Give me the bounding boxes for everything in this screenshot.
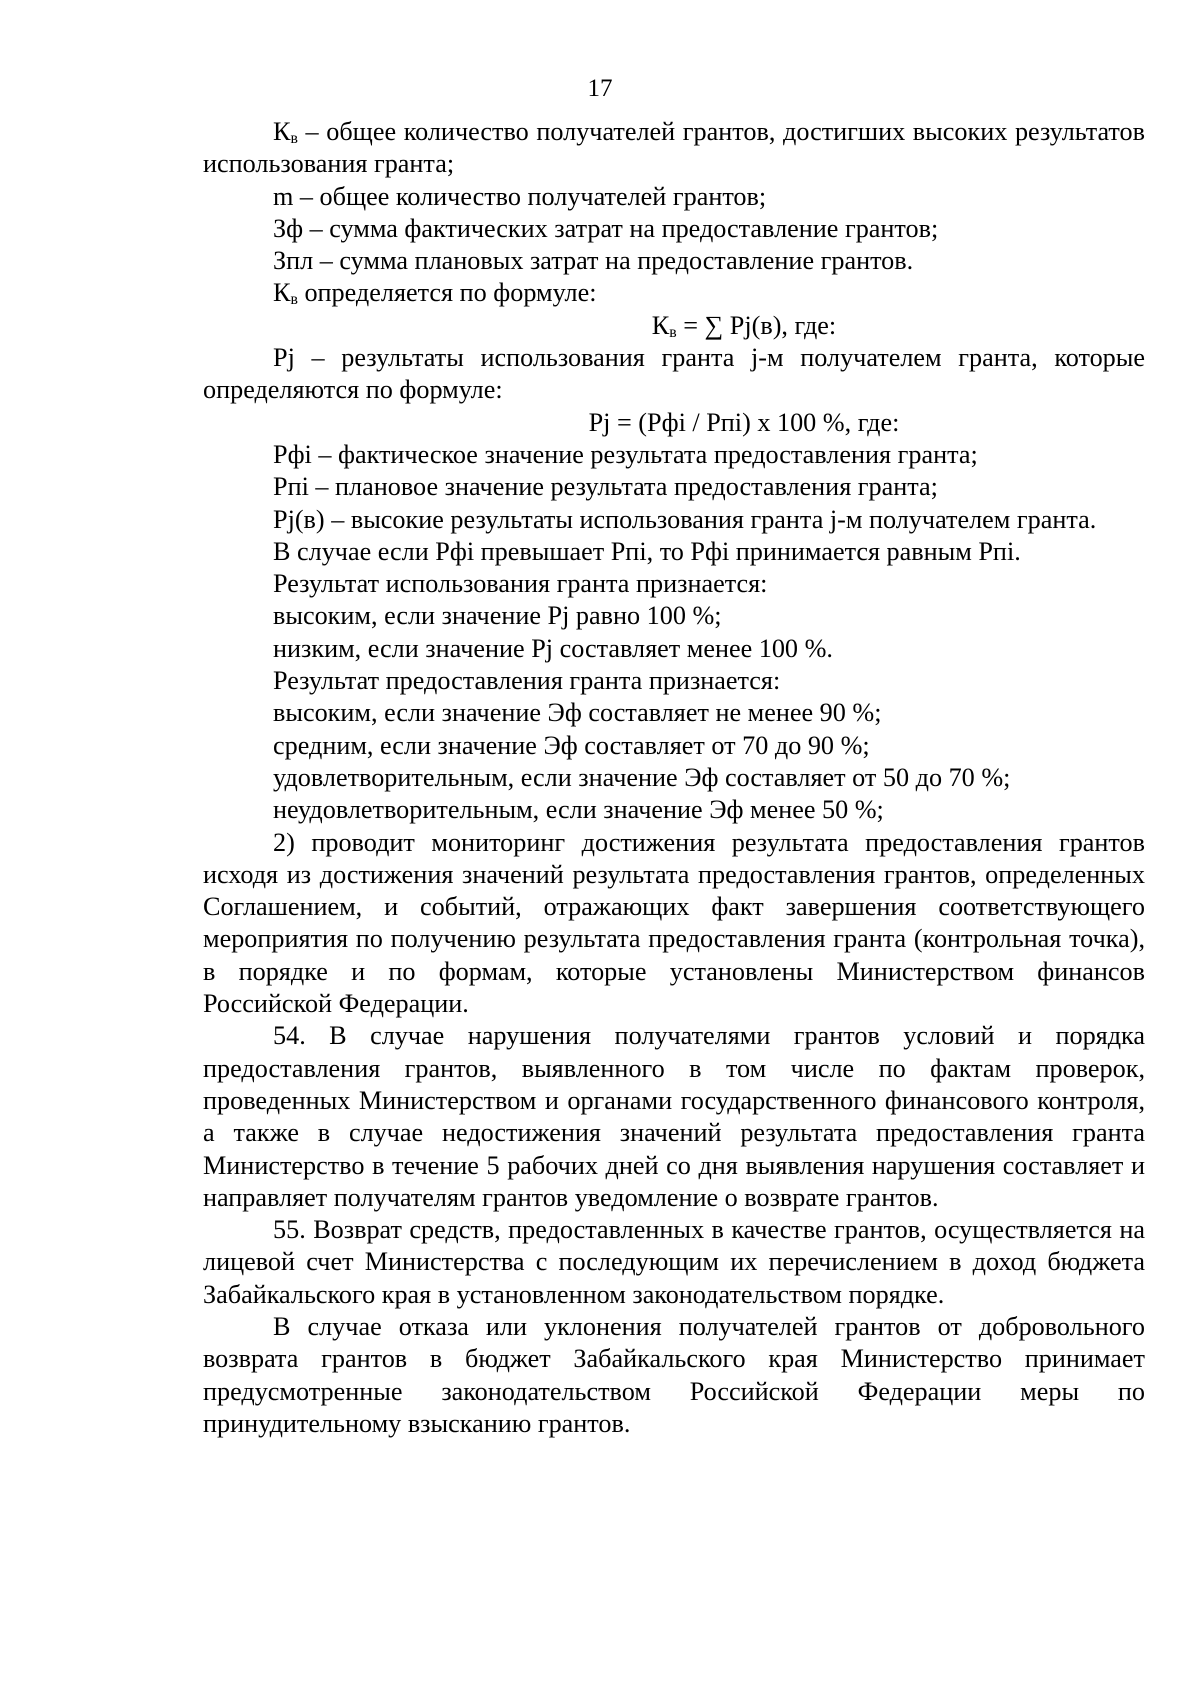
paragraph-rfi-definition: Рфi – фактическое значение результата предоставления гранта; <box>273 439 978 469</box>
paragraph-item-2: 2) проводит мониторинг достижения результата предоставления грантов исходя из достижения значений результата предоставления грантов, определенных Соглашением, и событий, отражающих факт завершения соответствующего мероприятия по получению результата предоставления гранта (контрольная точка), в порядке и по формам, которые установлены Министерством финансов Российской Федерации. <box>203 827 1145 1019</box>
paragraph-item-54: 54. В случае нарушения получателями грантов условий и порядка предоставления грантов, выявленного в том числе по фактам проверок, проведенных Министерством и органами государственного финансового контроля, а также в случае недостижения значений результата предоставления гранта Министерство в течение 5 рабочих дней со дня выявления нарушения составляет и направляет получателям грантов уведомление о возврате грантов. <box>203 1021 1145 1212</box>
document-body <box>203 116 1145 1440</box>
kv-symbol: К <box>273 117 291 146</box>
formula-pj: Pj = (Рфi / Рпi) x 100 %, где: <box>588 407 900 437</box>
kv-subscript: в <box>669 323 677 341</box>
paragraph-usage-high: высоким, если значение Pj равно 100 %; <box>273 601 722 631</box>
paragraph-provision-high: высоким, если значение Эф составляет не менее 90 %; <box>273 698 882 728</box>
paragraph-provision-unsatisfactory: неудовлетворительным, если значение Эф менее 50 %; <box>273 795 884 825</box>
paragraph-provision-mid: средним, если значение Эф составляет от 70 до 90 %; <box>273 730 870 760</box>
paragraph-zpl-definition: Зпл – сумма плановых затрат на предоставление грантов. <box>273 246 914 276</box>
paragraph-rfi-exceeds: В случае если Рфi превышает Рпi, то Рфi принимается равным Рпi. <box>273 536 1021 566</box>
kv-subscript: в <box>290 130 298 148</box>
kv-formula-text: = ∑ Pj(в), где: <box>676 310 837 340</box>
kv-definition-text: – общее количество получателей грантов, достигших высоких результатов использования гранта; <box>203 117 1145 179</box>
paragraph-usage-result-title: Результат использования гранта признается: <box>273 569 768 599</box>
paragraph-kv-definition <box>203 116 1145 181</box>
paragraph-pjv-definition: Pj(в) – высокие результаты использования гранта j-м получателем гранта. <box>273 504 1097 534</box>
paragraph-kv-formula-intro <box>203 277 1145 309</box>
paragraph-zf-definition: Зф – сумма фактических затрат на предоставление грантов; <box>273 213 939 243</box>
paragraph-usage-low: низким, если значение Pj составляет менее 100 %. <box>273 633 833 663</box>
page-number: 17 <box>587 75 613 102</box>
kv-subscript: в <box>290 291 298 309</box>
paragraph-pj-definition: Pj – результаты использования гранта j-м получателем гранта, которые определяются по формуле: <box>203 343 1145 405</box>
kv-formula-intro-text: определяется по формуле: <box>297 278 597 308</box>
kv-symbol: К <box>651 310 670 340</box>
paragraph-item-55: 55. Возврат средств, предоставленных в качестве грантов, осуществляется на лицевой счет Министерства с последующим их перечислением в доход бюджета Забайкальского края в установленном законодательством порядке. <box>203 1215 1145 1309</box>
paragraph-m-definition: m – общее количество получателей грантов; <box>273 181 767 211</box>
paragraph-rpi-definition: Рпi – плановое значение результата предоставления гранта; <box>273 472 938 502</box>
kv-symbol: К <box>273 278 291 308</box>
paragraph-provision-satisfactory: удовлетворительным, если значение Эф составляет от 50 до 70 %; <box>273 762 1011 792</box>
paragraph-provision-result-title: Результат предоставления гранта признается: <box>273 666 781 696</box>
paragraph-refusal: В случае отказа или уклонения получателей грантов от добровольного возврата грантов в бюджет Забайкальского края Министерство принимает предусмотренные законодательством Российской Федерации меры по принудительному взысканию грантов. <box>203 1311 1145 1438</box>
formula-kv <box>203 310 1145 342</box>
